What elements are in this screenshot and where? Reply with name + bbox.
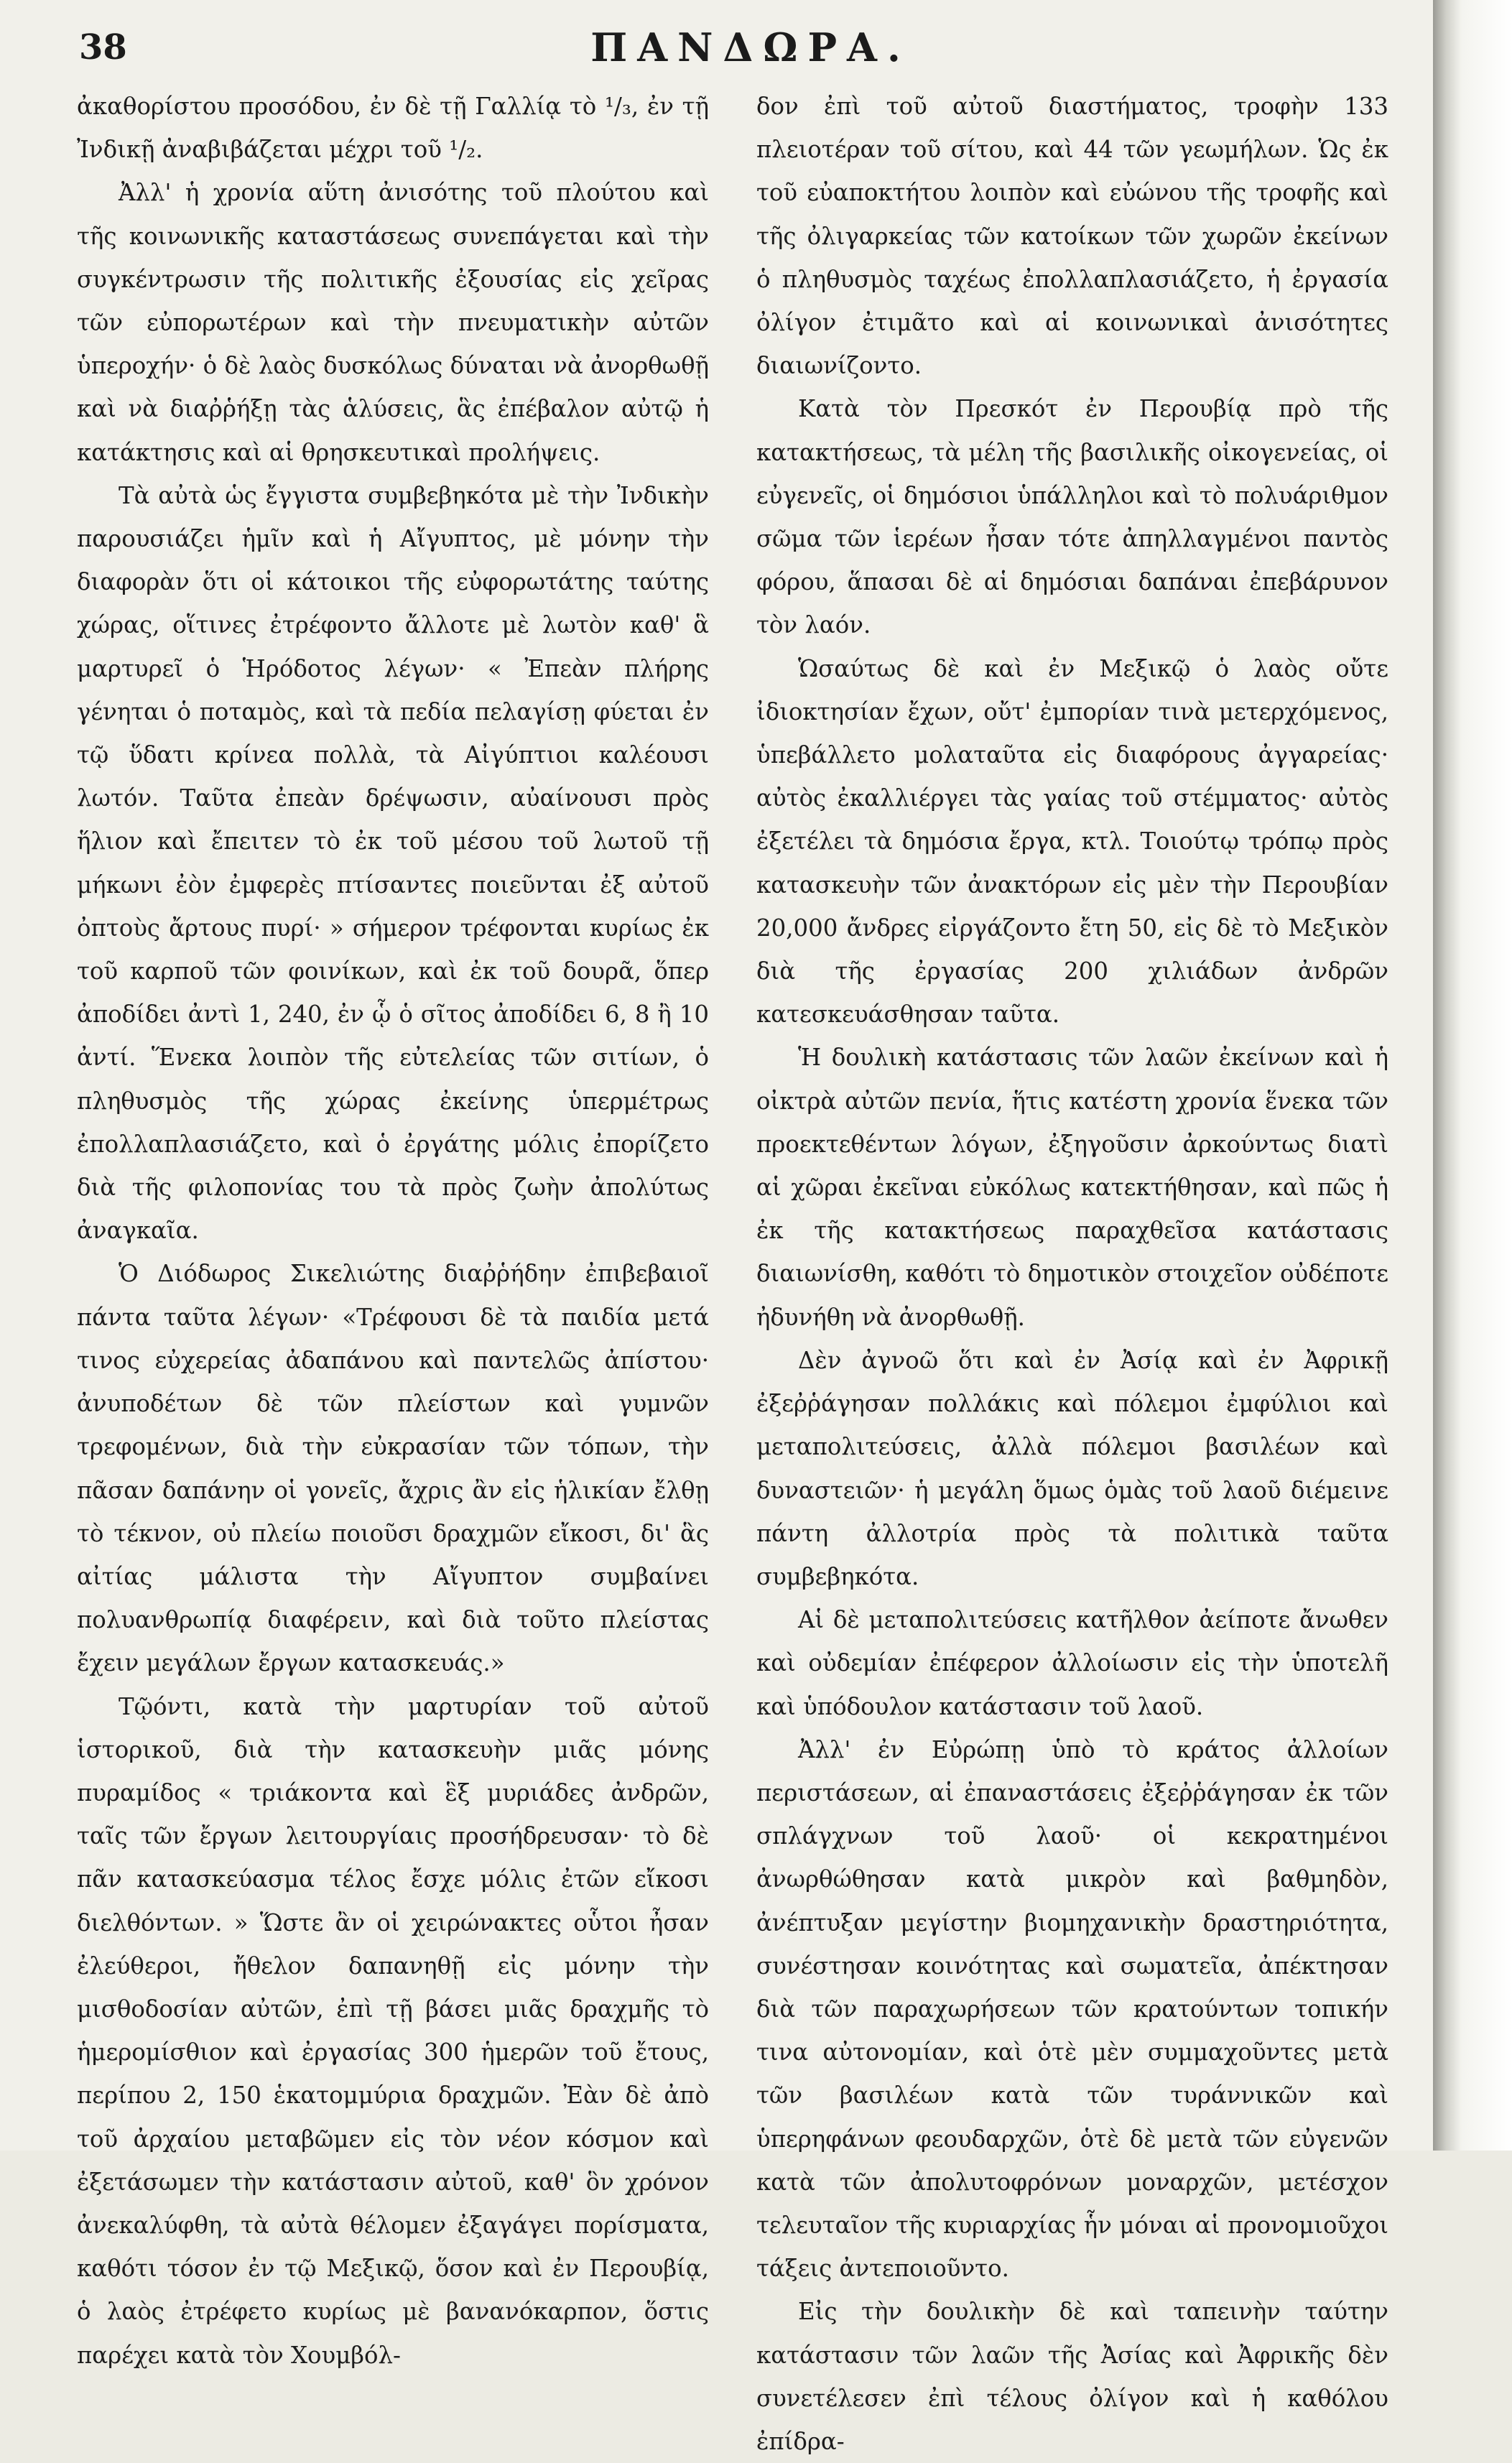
paragraph: Εἰς τὴν δουλικὴν δὲ καὶ ταπεινὴν ταύτην κατάστασιν τῶν λαῶν τῆς Ἀσίας καὶ Ἀφρικῆς δὲν συνετέλεσεν ἐπὶ τέλους ὀλίγον καὶ ἡ καθόλου ἐπίδρα- xyxy=(756,2298,1388,2455)
paragraph: Τὰ αὐτὰ ὡς ἔγγιστα συμβεβηκότα μὲ τὴν Ἰνδικὴν παρουσιάζει ἡμῖν καὶ ἡ Αἴγυπτος, μὲ μόνην τὴν διαφορὰν ὅτι οἱ κάτοικοι τῆς εὐφορωτάτης ταύτης χώρας, οἵτινες ἐτρέφοντο ἄλλοτε μὲ λωτὸν καθ' ἃ μαρτυρεῖ ὁ Ἡρόδοτος λέγων· « Ἐπεὰν πλήρης γένηται ὁ ποταμὸς, καὶ τὰ πεδία πελαγίσῃ φύεται ἐν τῷ ὕδατι κρίνεα πολλὰ, τὰ Αἰγύπτιοι καλέουσι λωτόν. Ταῦτα ἐπεὰν δρέψωσιν, αὐαίνουσι πρὸς ἥλιον καὶ ἔπειτεν τὸ ἐκ τοῦ μέσου τοῦ λωτοῦ τῇ μήκωνι ἐὸν ἐμφερὲς πτίσαντες ποιεῦνται ἐξ αὐτοῦ ὀπτοὺς ἄρτους πυρί· » σήμερον τρέφονται κυρίως ἐκ τοῦ καρποῦ τῶν φοινίκων, καὶ ἐκ τοῦ δουρᾶ, ὅπερ ἀποδίδει ἀντὶ 1, 240, ἐν ᾧ ὁ σῖτος ἀποδίδει 6, 8 ἢ 10 ἀντί. Ἕνεκα λοιπὸν τῆς εὐτελείας τῶν σιτίων, ὁ πληθυσμὸς τῆς χώρας ἐκείνης ὑπερμέτρως ἐπολλαπλασιάζετο, καὶ ὁ ἐργάτης μόλις ἐπορίζετο διὰ τῆς φιλοπονίας του τὰ πρὸς ζωὴν ἀπολύτως ἀναγκαῖα. xyxy=(77,481,709,1245)
right-column xyxy=(756,85,1388,2463)
running-title: ΠΑΝΔΩΡΑ. xyxy=(590,24,911,70)
left-column xyxy=(77,85,709,2377)
page-number: 38 xyxy=(79,27,127,68)
page-header xyxy=(79,24,1422,75)
paragraph: Ἀλλ' ἡ χρονία αὕτη ἀνισότης τοῦ πλούτου καὶ τῆς κοινωνικῆς καταστάσεως συνεπάγεται καὶ τὴν συγκέντρωσιν τῆς πολιτικῆς ἐξουσίας εἰς χεῖρας τῶν εὐπορωτέρων καὶ τὴν πνευματικὴν αὐτῶν ὑπεροχήν· ὁ δὲ λαὸς δυσκόλως δύναται νὰ ἀνορθωθῇ καὶ νὰ διαῤῥήξῃ τὰς ἁλύσεις, ἃς ἐπέβαλον αὐτῷ ἡ κατάκτησις καὶ αἱ θρησκευτικαὶ προλήψεις. xyxy=(77,179,709,466)
paragraph: Ἡ δουλικὴ κατάστασις τῶν λαῶν ἐκείνων καὶ ἡ οἰκτρὰ αὐτῶν πενία, ἥτις κατέστη χρονία ἕνεκα τῶν προεκτεθέντων λόγων, ἐξηγοῦσιν ἀρκούντως διατὶ αἱ χῶραι ἐκεῖναι εὐκόλως κατεκτήθησαν, καὶ πῶς ἡ ἐκ τῆς κατακτήσεως παραχθεῖσα κατάστασις διαιωνίσθη, καθότι τὸ δημοτικὸν στοιχεῖον οὐδέποτε ἠδυνήθη νὰ ἀνορθωθῇ. xyxy=(756,1044,1388,1331)
paragraph: Τῷόντι, κατὰ τὴν μαρτυρίαν τοῦ αὐτοῦ ἱστορικοῦ, διὰ τὴν κατασκευὴν μιᾶς μόνης πυραμίδος « τριάκοντα καὶ ἓξ μυριάδες ἀνδρῶν, ταῖς τῶν ἔργων λειτουργίαις προσήδρευσαν· τὸ δὲ πᾶν κατασκεύασμα τέλος ἔσχε μόλις ἐτῶν εἴκοσι διελθόντων. » Ὥστε ἂν οἱ χειρώνακτες οὗτοι ἦσαν ἐλεύθεροι, ἤθελον δαπανηθῇ εἰς μόνην τὴν μισθοδοσίαν αὐτῶν, ἐπὶ τῇ βάσει μιᾶς δραχμῆς τὸ ἡμερομίσθιον καὶ ἐργασίας 300 ἡμερῶν τοῦ ἔτους, περίπου 2, 150 ἑκατομμύρια δραχμῶν. Ἐὰν δὲ ἀπὸ τοῦ ἀρχαίου μεταβῶμεν εἰς τὸν νέον κόσμον καὶ ἐξετάσωμεν τὴν κατάστασιν αὐτοῦ, καθ' ὃν χρόνον ἀνεκαλύφθη, τὰ αὐτὰ θέλομεν ἐξαγάγει πορίσματα, καθότι τόσον ἐν τῷ Μεξικῷ, ὅσον καὶ ἐν Περουβίᾳ, ὁ λαὸς ἐτρέφετο κυρίως μὲ βανανόκαρπον, ὅστις παρέχει κατὰ τὸν Χουμβόλ- xyxy=(77,1692,709,2369)
book-spine-edge xyxy=(1433,0,1512,2151)
paragraph: δον ἐπὶ τοῦ αὐτοῦ διαστήματος, τροφὴν 133 πλειοτέραν τοῦ σίτου, καὶ 44 τῶν γεωμήλων. Ὡς ἐκ τοῦ εὐαποκτήτου λοιπὸν καὶ εὐώνου τῆς τροφῆς καὶ τῆς ὀλιγαρκείας τῶν κατοίκων τῶν χωρῶν ἐκείνων ὁ πληθυσμὸς ταχέως ἐπολλαπλασιάζετο, ἡ ἐργασία ὀλίγον ἐτιμᾶτο καὶ αἱ κοινωνικαὶ ἀνισότητες διαιωνίζοντο. xyxy=(756,93,1388,380)
paragraph: Ὡσαύτως δὲ καὶ ἐν Μεξικῷ ὁ λαὸς οὔτε ἰδιοκτησίαν ἔχων, οὔτ' ἐμπορίαν τινὰ μετερχόμενος, ὑπεβάλλετο μολαταῦτα εἰς διαφόρους ἀγγαρείας· αὐτὸς ἐκαλλιέργει τὰς γαίας τοῦ στέμματος· αὐτὸς ἐξετέλει τὰ δημόσια ἔργα, κτλ. Τοιούτῳ τρόπῳ πρὸς κατασκευὴν τῶν ἀνακτόρων εἰς μὲν τὴν Περουβίαν 20,000 ἄνδρες εἰργάζοντο ἔτη 50, εἰς δὲ τὸ Μεξικὸν διὰ τῆς ἐργασίας 200 χιλιάδων ἀνδρῶν κατεσκευάσθησαν ταῦτα. xyxy=(756,654,1388,1029)
paragraph: Ὁ Διόδωρος Σικελιώτης διαῤῥήδην ἐπιβεβαιοῖ πάντα ταῦτα λέγων· «Τρέφουσι δὲ τὰ παιδία μετά τινος εὐχερείας ἀδαπάνου καὶ παντελῶς ἀπίστου· ἀνυποδέτων δὲ τῶν πλείστων καὶ γυμνῶν τρεφομένων, διὰ τὴν εὐκρασίαν τῶν τόπων, τὴν πᾶσαν δαπάνην οἱ γονεῖς, ἄχρις ἂν εἰς ἡλικίαν ἔλθῃ τὸ τέκνον, οὐ πλείω ποιοῦσι δραχμῶν εἴκοσι, δι' ἃς αἰτίας μάλιστα τὴν Αἴγυπτον συμβαίνει πολυανθρωπίᾳ διαφέρειν, καὶ διὰ τοῦτο πλείστας ἔχειν μεγάλων ἔργων κατασκευάς.» xyxy=(77,1260,709,1677)
paragraph: ἀκαθορίστου προσόδου, ἐν δὲ τῇ Γαλλίᾳ τὸ ¹/₃, ἐν τῇ Ἰνδικῇ ἀναβιβάζεται μέχρι τοῦ ¹/₂. xyxy=(77,93,709,164)
paragraph: Αἱ δὲ μεταπολιτεύσεις κατῆλθον ἀείποτε ἄνωθεν καὶ οὐδεμίαν ἐπέφερον ἀλλοίωσιν εἰς τὴν ὑποτελῆ καὶ ὑπόδουλον κατάστασιν τοῦ λαοῦ. xyxy=(756,1606,1388,1720)
paragraph: Κατὰ τὸν Πρεσκότ ἐν Περουβίᾳ πρὸ τῆς κατακτήσεως, τὰ μέλη τῆς βασιλικῆς οἰκογενείας, οἱ εὐγενεῖς, οἱ δημόσιοι ὑπάλληλοι καὶ τὸ πολυάριθμον σῶμα τῶν ἱερέων ἦσαν τότε ἀπηλλαγμένοι παντὸς φόρου, ἅπασαι δὲ αἱ δημόσιαι δαπάναι ἐπεβάρυνον τὸν λαόν. xyxy=(756,395,1388,639)
paragraph: Ἀλλ' ἐν Εὐρώπῃ ὑπὸ τὸ κράτος ἀλλοίων περιστάσεων, αἱ ἐπαναστάσεις ἐξεῤῥάγησαν ἐκ τῶν σπλάγχνων τοῦ λαοῦ· οἱ κεκρατημένοι ἀνωρθώθησαν κατὰ μικρὸν καὶ βαθμηδὸν, ἀνέπτυξαν μεγίστην βιομηχανικὴν δραστηριότητα, συνέστησαν κοινότητας καὶ σωματεῖα, ἀπέκτησαν διὰ τῶν παραχωρήσεων τῶν κρατούντων τοπικήν τινα αὐτονομίαν, καὶ ὁτὲ μὲν συμμαχοῦντες μετὰ τῶν βασιλέων κατὰ τῶν τυράννικῶν καὶ ὑπερηφάνων φεουδαρχῶν, ὁτὲ δὲ μετὰ τῶν εὐγενῶν κατὰ τῶν ἀπολυτοφρόνων μοναρχῶν, μετέσχον τελευταῖον τῆς κυριαρχίας ἧν μόναι αἱ προνομιοῦχοι τάξεις ἀντεποιοῦντο. xyxy=(756,1735,1388,2283)
paragraph: Δὲν ἀγνοῶ ὅτι καὶ ἐν Ἀσίᾳ καὶ ἐν Ἀφρικῇ ἐξεῤῥάγησαν πολλάκις καὶ πόλεμοι ἐμφύλιοι καὶ μεταπολιτεύσεις, ἀλλὰ πόλεμοι βασιλέων καὶ δυναστειῶν· ἡ μεγάλη ὅμως ὁμὰς τοῦ λαοῦ διέμεινε πάντη ἀλλοτρία πρὸς τὰ πολιτικὰ ταῦτα συμβεβηκότα. xyxy=(756,1346,1388,1590)
